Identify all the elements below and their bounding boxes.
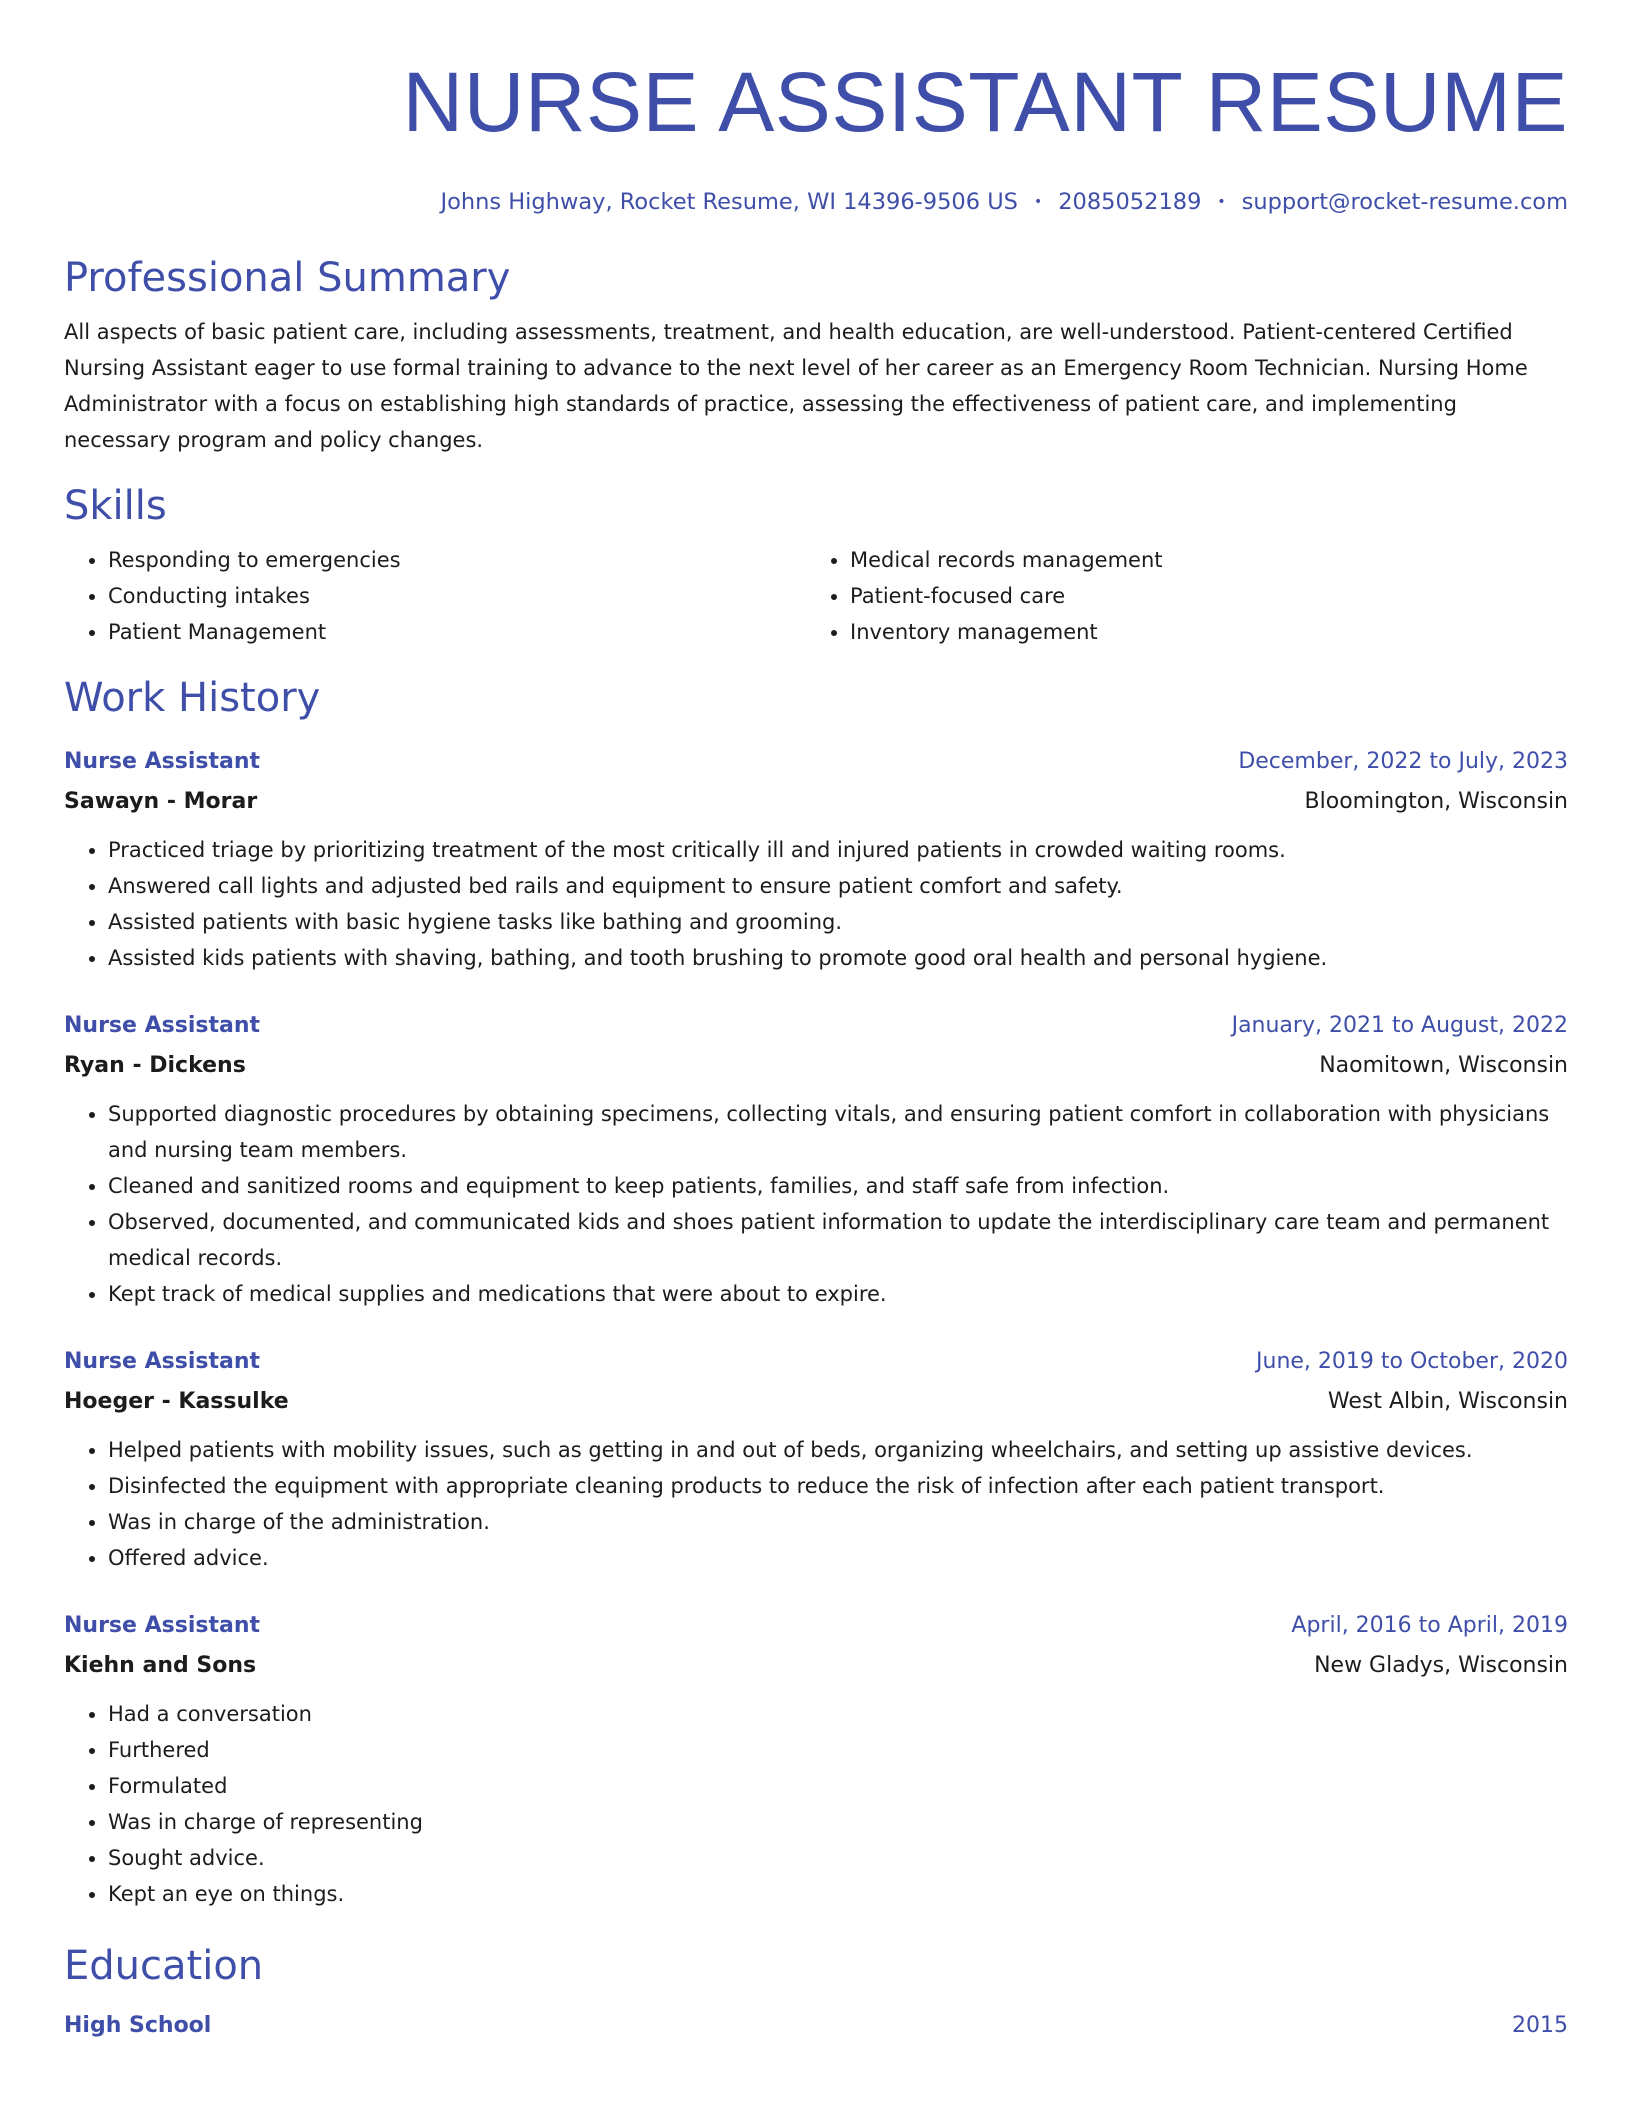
job-title: Nurse Assistant bbox=[64, 1349, 260, 1374]
job-bullets bbox=[64, 1696, 1568, 1912]
skill-item: • Patient Management bbox=[108, 614, 806, 650]
job-dates: January, 2021 to August, 2022 bbox=[1231, 1013, 1568, 1038]
job-location: Bloomington, Wisconsin bbox=[1304, 789, 1568, 814]
job-company-row bbox=[64, 782, 1568, 822]
job-header-row bbox=[64, 1606, 1568, 1646]
skill-item: • Conducting intakes bbox=[108, 578, 806, 614]
contact-line bbox=[64, 186, 1568, 218]
job-title: Nurse Assistant bbox=[64, 1613, 260, 1638]
job-bullet: • Helped patients with mobility issues, such as getting in and out of beds, organizing wheelchairs, and setting up assistive devices. bbox=[108, 1432, 1568, 1468]
job-bullets bbox=[64, 832, 1568, 976]
job-company: Hoeger - Kassulke bbox=[64, 1389, 289, 1414]
work-history-heading: Work History bbox=[64, 675, 321, 721]
job-dates: June, 2019 to October, 2020 bbox=[1256, 1349, 1568, 1374]
job-location: New Gladys, Wisconsin bbox=[1314, 1653, 1568, 1678]
job-dates: April, 2016 to April, 2019 bbox=[1291, 1613, 1568, 1638]
job-company-row bbox=[64, 1646, 1568, 1686]
education-degree: High School bbox=[64, 2013, 212, 2038]
skill-item: • Patient-focused care bbox=[850, 578, 1548, 614]
resume-page bbox=[64, 0, 1568, 2046]
job-location: Naomitown, Wisconsin bbox=[1319, 1053, 1568, 1078]
skill-item: • Inventory management bbox=[850, 614, 1548, 650]
job-bullet: • Answered call lights and adjusted bed rails and equipment to ensure patient comfort and safety. bbox=[108, 868, 1568, 904]
contact-separator: • bbox=[1217, 194, 1226, 210]
job-bullet: • Had a conversation bbox=[108, 1696, 1568, 1732]
education-year: 2015 bbox=[1512, 2013, 1568, 2038]
job-entry bbox=[64, 1006, 1568, 1312]
education-entry bbox=[64, 2006, 1568, 2046]
skill-item: • Medical records management bbox=[850, 542, 1548, 578]
job-bullets bbox=[64, 1096, 1568, 1312]
job-location: West Albin, Wisconsin bbox=[1327, 1389, 1568, 1414]
job-bullet: • Was in charge of the administration. bbox=[108, 1504, 1568, 1540]
job-header-row bbox=[64, 1342, 1568, 1382]
job-entry bbox=[64, 742, 1568, 976]
job-bullet: • Offered advice. bbox=[108, 1540, 1568, 1576]
job-company: Ryan - Dickens bbox=[64, 1053, 246, 1078]
education-heading: Education bbox=[64, 1943, 264, 1989]
job-company: Kiehn and Sons bbox=[64, 1653, 257, 1678]
job-company: Sawayn - Morar bbox=[64, 789, 258, 814]
contact-email: support@rocket-resume.com bbox=[1241, 189, 1568, 215]
job-bullet: • Kept track of medical supplies and medications that were about to expire. bbox=[108, 1276, 1568, 1312]
skills-column-left bbox=[64, 542, 806, 650]
job-title: Nurse Assistant bbox=[64, 749, 260, 774]
job-dates: December, 2022 to July, 2023 bbox=[1238, 749, 1568, 774]
job-bullet: • Assisted patients with basic hygiene tasks like bathing and grooming. bbox=[108, 904, 1568, 940]
job-header-row bbox=[64, 742, 1568, 782]
job-company-row bbox=[64, 1046, 1568, 1086]
job-bullet: • Supported diagnostic procedures by obtaining specimens, collecting vitals, and ensuring patient comfort in collaboration with physicians and nursing team members. bbox=[108, 1096, 1568, 1168]
job-header-row bbox=[64, 1006, 1568, 1046]
skills-list bbox=[64, 542, 1568, 650]
resume-title: NURSE ASSISTANT RESUME bbox=[402, 55, 1568, 149]
job-bullet: • Formulated bbox=[108, 1768, 1568, 1804]
job-title: Nurse Assistant bbox=[64, 1013, 260, 1038]
job-bullet: • Practiced triage by prioritizing treatment of the most critically ill and injured patients in crowded waiting rooms. bbox=[108, 832, 1568, 868]
job-bullet: • Furthered bbox=[108, 1732, 1568, 1768]
job-bullet: • Cleaned and sanitized rooms and equipment to keep patients, families, and staff safe from infection. bbox=[108, 1168, 1568, 1204]
job-company-row bbox=[64, 1382, 1568, 1422]
contact-address: Johns Highway, Rocket Resume, WI 14396-9506 US bbox=[440, 189, 1018, 215]
job-bullet: • Observed, documented, and communicated kids and shoes patient information to update the interdisciplinary care team and permanent medical records. bbox=[108, 1204, 1568, 1276]
job-bullet: • Sought advice. bbox=[108, 1840, 1568, 1876]
job-entry bbox=[64, 1342, 1568, 1576]
job-entry bbox=[64, 1606, 1568, 1912]
contact-separator: • bbox=[1033, 194, 1043, 210]
summary-heading: Professional Summary bbox=[64, 255, 511, 301]
resume-header bbox=[64, 0, 1568, 218]
summary-text: All aspects of basic patient care, including assessments, treatment, and health education, are well-understood. Patient-centered Certified Nursing Assistant eager to use formal training to advance to the next level of her career as an Emergency Room Technician. Nursing Home Administrator with a focus on establishing high standards of practice, assessing the effectiveness of patient care, and implementing necessary program and policy changes. bbox=[64, 320, 1528, 452]
skill-item: • Responding to emergencies bbox=[108, 542, 806, 578]
job-bullet: • Was in charge of representing bbox=[108, 1804, 1568, 1840]
job-bullet: • Assisted kids patients with shaving, bathing, and tooth brushing to promote good oral health and personal hygiene. bbox=[108, 940, 1568, 976]
job-bullet: • Disinfected the equipment with appropriate cleaning products to reduce the risk of infection after each patient transport. bbox=[108, 1468, 1568, 1504]
job-bullet: • Kept an eye on things. bbox=[108, 1876, 1568, 1912]
skills-heading: Skills bbox=[64, 483, 167, 529]
skills-column-right bbox=[806, 542, 1548, 650]
contact-phone: 2085052189 bbox=[1058, 189, 1202, 215]
job-bullets bbox=[64, 1432, 1568, 1576]
